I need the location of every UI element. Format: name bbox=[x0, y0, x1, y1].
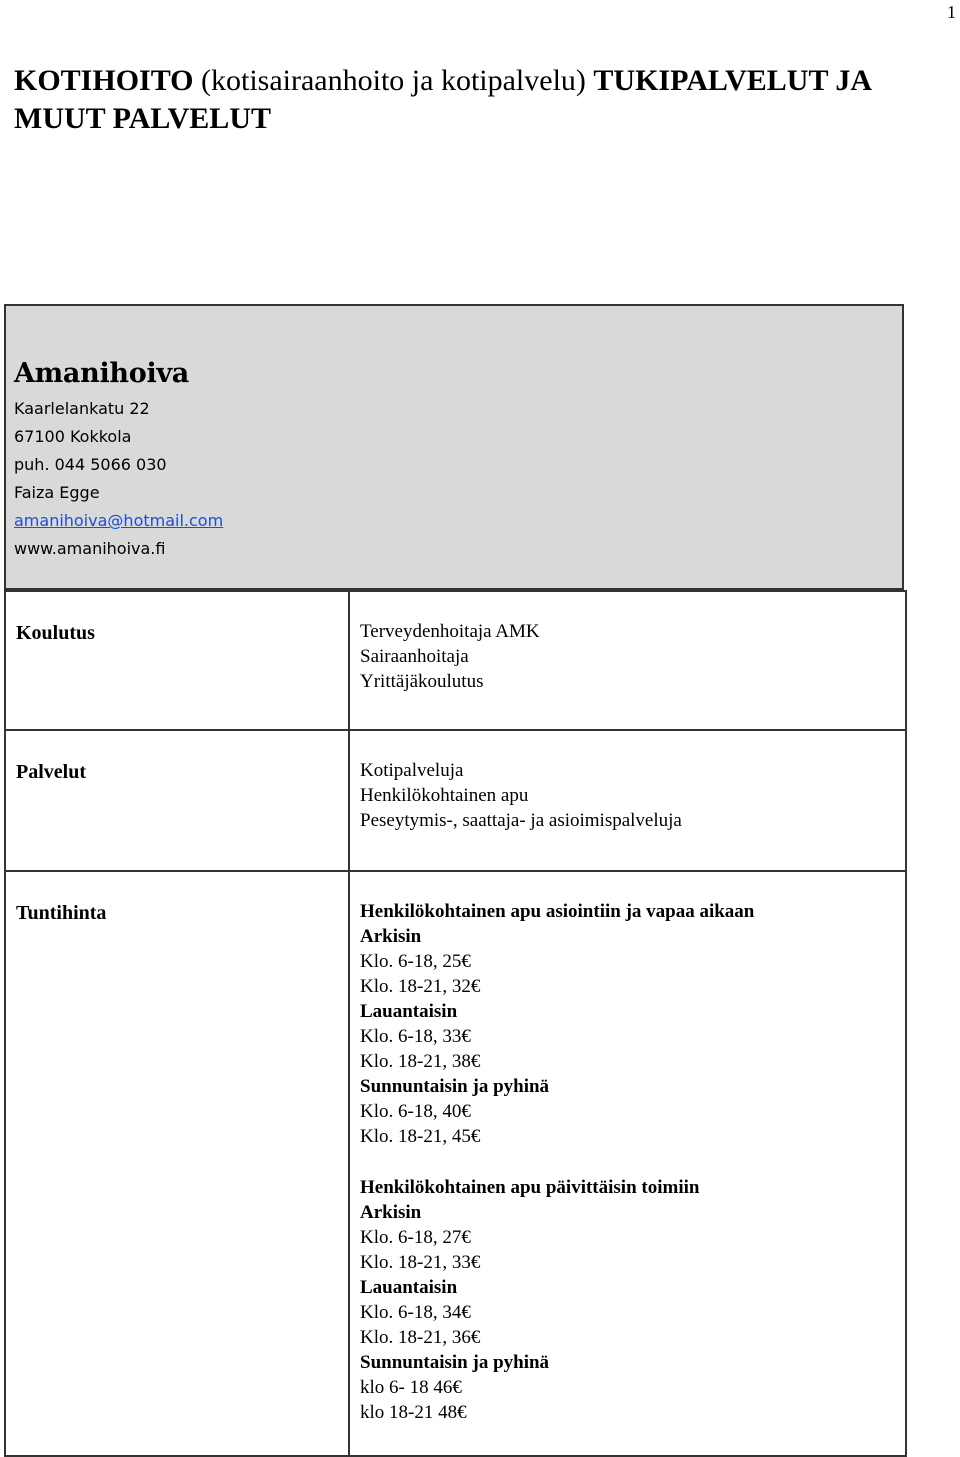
prices-content bbox=[349, 871, 906, 1456]
page-number: 1 bbox=[947, 2, 956, 22]
company-phone: puh. 044 5066 030 bbox=[14, 455, 167, 474]
price-line: Klo. 6-18, 40€ bbox=[360, 1101, 471, 1122]
price-line: Klo. 18-21, 36€ bbox=[360, 1327, 481, 1348]
price-line: klo 6- 18 46€ bbox=[360, 1377, 462, 1398]
services-item: Henkilökohtainen apu bbox=[360, 785, 529, 806]
section1-heading: Henkilökohtainen apu asiointiin ja vapaa aikaan bbox=[360, 901, 755, 922]
price-line: Klo. 6-18, 25€ bbox=[360, 951, 471, 972]
services-label: Palvelut bbox=[5, 730, 349, 871]
table-row-prices bbox=[5, 871, 906, 1456]
education-item: Terveydenhoitaja AMK bbox=[360, 621, 540, 642]
section2-heading: Henkilökohtainen apu päivittäisin toimiin bbox=[360, 1177, 700, 1198]
section1-saturdays: Lauantaisin bbox=[360, 1001, 458, 1022]
table-row-services bbox=[5, 730, 906, 871]
price-line: Klo. 18-21, 32€ bbox=[360, 976, 481, 997]
company-name: Amanihoiva bbox=[14, 358, 189, 389]
company-info bbox=[14, 358, 223, 563]
education-content bbox=[349, 591, 906, 730]
price-line: Klo. 18-21, 45€ bbox=[360, 1126, 481, 1147]
info-table bbox=[4, 590, 907, 1457]
company-email-link[interactable]: amanihoiva@hotmail.com bbox=[14, 511, 224, 530]
price-line: Klo. 18-21, 38€ bbox=[360, 1051, 481, 1072]
price-line: Klo. 6-18, 33€ bbox=[360, 1026, 471, 1047]
price-line: Klo. 18-21, 33€ bbox=[360, 1252, 481, 1273]
company-street: Kaarlelankatu 22 bbox=[14, 399, 150, 418]
section1-weekdays: Arkisin bbox=[360, 926, 422, 947]
education-label: Koulutus bbox=[5, 591, 349, 730]
company-city: 67100 Kokkola bbox=[14, 427, 132, 446]
section-gap bbox=[360, 1149, 897, 1175]
section2-sundays: Sunnuntaisin ja pyhinä bbox=[360, 1352, 550, 1373]
prices-label: Tuntihinta bbox=[5, 871, 349, 1456]
services-item: Peseytymis-, saattaja- ja asioimispalveluja bbox=[360, 810, 682, 831]
company-website: www.amanihoiva.fi bbox=[14, 539, 166, 558]
services-content bbox=[349, 730, 906, 871]
company-contact: Faiza Egge bbox=[14, 483, 100, 502]
table-row-education bbox=[5, 591, 906, 730]
page-title bbox=[14, 62, 944, 138]
education-item: Yrittäjäkoulutus bbox=[360, 671, 484, 692]
services-item: Kotipalveluja bbox=[360, 760, 464, 781]
title-part2: (kotisairaanhoito ja kotipalvelu) bbox=[193, 64, 594, 97]
price-line: Klo. 6-18, 34€ bbox=[360, 1302, 471, 1323]
section2-saturdays: Lauantaisin bbox=[360, 1277, 458, 1298]
section2-weekdays: Arkisin bbox=[360, 1202, 422, 1223]
education-item: Sairaanhoitaja bbox=[360, 646, 469, 667]
title-part3: TUKIPALVELUT JA MUUT PALVELUT bbox=[14, 64, 871, 135]
title-part1: KOTIHOITO bbox=[14, 64, 194, 97]
section1-sundays: Sunnuntaisin ja pyhinä bbox=[360, 1076, 550, 1097]
price-line: klo 18-21 48€ bbox=[360, 1402, 467, 1423]
price-line: Klo. 6-18, 27€ bbox=[360, 1227, 471, 1248]
company-card bbox=[4, 304, 904, 590]
